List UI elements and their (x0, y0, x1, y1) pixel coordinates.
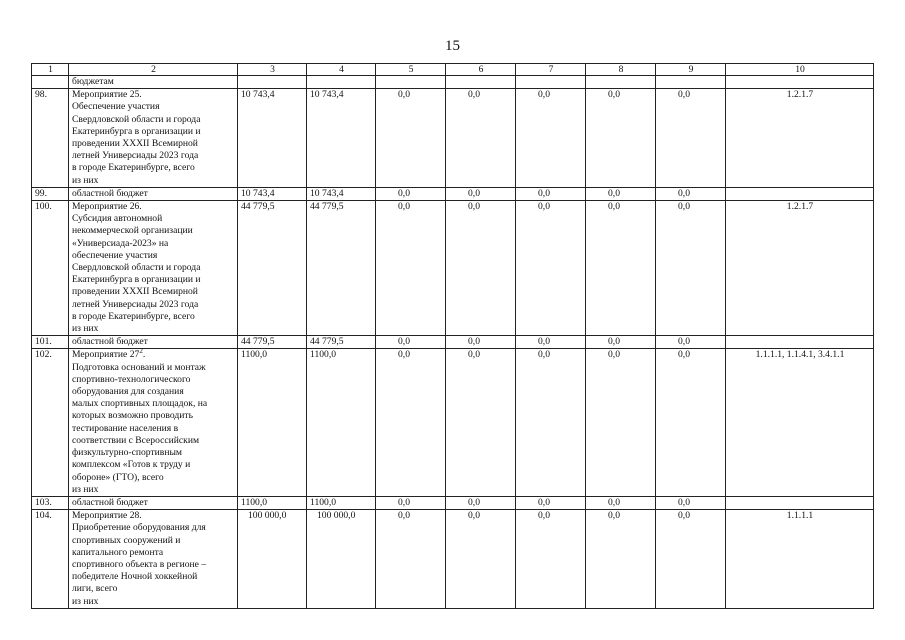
cell-col4: 44 779,5 (307, 336, 376, 349)
row-number: 100. (32, 201, 69, 336)
table-row (32, 89, 874, 188)
cell-col5 (376, 76, 446, 89)
cell-col4: 1100,0 (307, 496, 376, 509)
cell-col10 (726, 187, 874, 200)
cell-col8: 0,0 (586, 201, 656, 336)
row-name-line: летней Универсиады 2023 года (72, 150, 199, 162)
row-name (69, 201, 238, 336)
cell-col7: 0,0 (516, 510, 586, 609)
row-name-first: Мероприятие 27 (72, 349, 140, 361)
row-name-line: Екатеринбурга в организации и (72, 274, 201, 286)
cell-col10: 1.1.1.1 (726, 510, 874, 609)
cell-col9: 0,0 (656, 496, 726, 509)
cell-col7: 0,0 (516, 336, 586, 349)
row-name-line: в городе Екатеринбурге, всего (72, 162, 195, 174)
row-name-line: областной бюджет (72, 336, 148, 348)
cell-col10: 1.2.1.7 (726, 201, 874, 336)
row-name-line: лиги, всего (72, 583, 118, 595)
cell-col4 (307, 76, 376, 89)
row-name-line: Обеспечение участия (72, 101, 160, 113)
row-name-line: из них (72, 595, 99, 607)
cell-col8: 0,0 (586, 89, 656, 188)
row-name-line: летней Универсиады 2023 года (72, 298, 199, 310)
row-name-line: из них (72, 323, 99, 335)
cell-col4: 44 779,5 (307, 201, 376, 336)
column-header: 9 (656, 64, 726, 76)
cell-col5: 0,0 (376, 336, 446, 349)
table-row (32, 349, 874, 496)
cell-col9: 0,0 (656, 89, 726, 188)
table-row (32, 510, 874, 609)
column-header: 6 (446, 64, 516, 76)
cell-col9: 0,0 (656, 510, 726, 609)
row-name-line: физкультурно-спортивным (72, 447, 182, 459)
row-name-line: из них (72, 483, 99, 495)
cell-col8: 0,0 (586, 349, 656, 496)
column-header: 5 (376, 64, 446, 76)
cell-col5: 0,0 (376, 496, 446, 509)
footnote-marker: 2 (139, 348, 143, 356)
row-name-line: Мероприятие 26. (72, 201, 142, 213)
column-header: 3 (238, 64, 307, 76)
row-name-line: Приобретение оборудования для (72, 522, 206, 534)
budget-table (31, 63, 874, 609)
row-name-line: победителе Ночной хоккейной (72, 571, 198, 583)
cell-col8: 0,0 (586, 496, 656, 509)
cell-col3: 10 743,4 (238, 187, 307, 200)
cell-col9: 0,0 (656, 187, 726, 200)
cell-col6: 0,0 (446, 187, 516, 200)
cell-col10 (726, 496, 874, 509)
row-name-line: капитального ремонта (72, 546, 164, 558)
row-name-line: малых спортивных площадок, на (72, 398, 208, 410)
cell-col3: 100 000,0 (238, 510, 307, 609)
row-name (69, 336, 238, 349)
cell-col10 (726, 336, 874, 349)
cell-col8: 0,0 (586, 510, 656, 609)
cell-col9: 0,0 (656, 201, 726, 336)
row-name (69, 510, 238, 609)
column-header: 1 (32, 64, 69, 76)
row-name-line: тестирование населения в (72, 422, 179, 434)
cell-col3: 1100,0 (238, 349, 307, 496)
cell-col9: 0,0 (656, 349, 726, 496)
cell-col6: 0,0 (446, 336, 516, 349)
cell-col6: 0,0 (446, 349, 516, 496)
row-number: 103. (32, 496, 69, 509)
row-name-line: комплексом «Готов к труду и (72, 459, 191, 471)
row-number: 98. (32, 89, 69, 188)
row-name-line: обороне» (ГТО), всего (72, 471, 164, 483)
cell-col3: 44 779,5 (238, 336, 307, 349)
cell-col3 (238, 76, 307, 89)
cell-col10: 1.1.1.1, 1.1.4.1, 3.4.1.1 (726, 349, 874, 496)
row-number: 99. (32, 187, 69, 200)
table-row (32, 336, 874, 349)
column-header: 8 (586, 64, 656, 76)
cell-col8: 0,0 (586, 187, 656, 200)
row-name-line: «Универсиада-2023» на (72, 237, 169, 249)
row-name-line: спортивных сооружений и (72, 534, 181, 546)
cell-col4: 1100,0 (307, 349, 376, 496)
row-name (69, 187, 238, 200)
row-name-line: бюджетам (72, 76, 114, 87)
row-name-line: которых возможно проводить (72, 410, 193, 422)
column-header: 2 (69, 64, 238, 76)
cell-col4: 100 000,0 (307, 510, 376, 609)
table-row (32, 187, 874, 200)
row-name-line: Мероприятие 28. (72, 510, 142, 522)
cell-col5: 0,0 (376, 89, 446, 188)
cell-col3: 44 779,5 (238, 201, 307, 336)
row-name-line: Свердловской области и города (72, 113, 201, 125)
row-name-line: Подготовка оснований и монтаж (72, 361, 206, 373)
row-name (69, 89, 238, 188)
row-name-line: Мероприятие 25. (72, 89, 142, 101)
row-name-line: областной бюджет (72, 496, 148, 508)
cell-col8 (586, 76, 656, 89)
row-name-line: соответствии с Всероссийским (72, 434, 200, 446)
cell-col10: 1.2.1.7 (726, 89, 874, 188)
cell-col7: 0,0 (516, 496, 586, 509)
cell-col5: 0,0 (376, 349, 446, 496)
table-row (32, 201, 874, 336)
row-name-line: обеспечение участия (72, 249, 158, 261)
row-name-line: Екатеринбурга в организации и (72, 125, 201, 137)
row-name-line: Свердловской области и города (72, 262, 201, 274)
table-row (32, 496, 874, 509)
row-name-line: областной бюджет (72, 187, 148, 199)
row-name-line: проведении XXXII Всемирной (72, 286, 198, 298)
row-name-line: Субсидия автономной (72, 213, 163, 225)
row-name-line: проведении XXXII Всемирной (72, 138, 198, 150)
row-number: 101. (32, 336, 69, 349)
cell-col7: 0,0 (516, 349, 586, 496)
cell-col6: 0,0 (446, 201, 516, 336)
cell-col7 (516, 76, 586, 89)
cell-col3: 1100,0 (238, 496, 307, 509)
cell-col4: 10 743,4 (307, 89, 376, 188)
cell-col7: 0,0 (516, 187, 586, 200)
row-name (69, 76, 238, 89)
cell-col6: 0,0 (446, 510, 516, 609)
column-header: 7 (516, 64, 586, 76)
row-name-first-end: . (142, 349, 146, 361)
row-name-line: некоммерческой организации (72, 225, 193, 237)
cell-col7: 0,0 (516, 89, 586, 188)
column-header: 4 (307, 64, 376, 76)
row-number: 104. (32, 510, 69, 609)
cell-col9 (656, 76, 726, 89)
row-number (32, 76, 69, 89)
cell-col6: 0,0 (446, 89, 516, 188)
row-number: 102. (32, 349, 69, 496)
cell-col3: 10 743,4 (238, 89, 307, 188)
row-name-line: из них (72, 174, 99, 186)
column-header: 10 (726, 64, 874, 76)
cell-col5: 0,0 (376, 187, 446, 200)
row-name-line (72, 349, 235, 361)
row-name-line: спортивно-технологического (72, 373, 191, 385)
cell-col7: 0,0 (516, 201, 586, 336)
cell-col6: 0,0 (446, 496, 516, 509)
row-name-line: оборудования для создания (72, 386, 184, 398)
cell-col4: 10 743,4 (307, 187, 376, 200)
cell-col5: 0,0 (376, 510, 446, 609)
table-row (32, 76, 874, 89)
cell-col10 (726, 76, 874, 89)
row-name (69, 349, 238, 496)
row-name-line: в городе Екатеринбурге, всего (72, 310, 195, 322)
cell-col5: 0,0 (376, 201, 446, 336)
cell-col8: 0,0 (586, 336, 656, 349)
page-number: 15 (445, 38, 460, 54)
row-name-line: спортивного объекта в регионе – (72, 558, 207, 570)
header-row (32, 64, 874, 76)
cell-col9: 0,0 (656, 336, 726, 349)
row-name (69, 496, 238, 509)
cell-col6 (446, 76, 516, 89)
